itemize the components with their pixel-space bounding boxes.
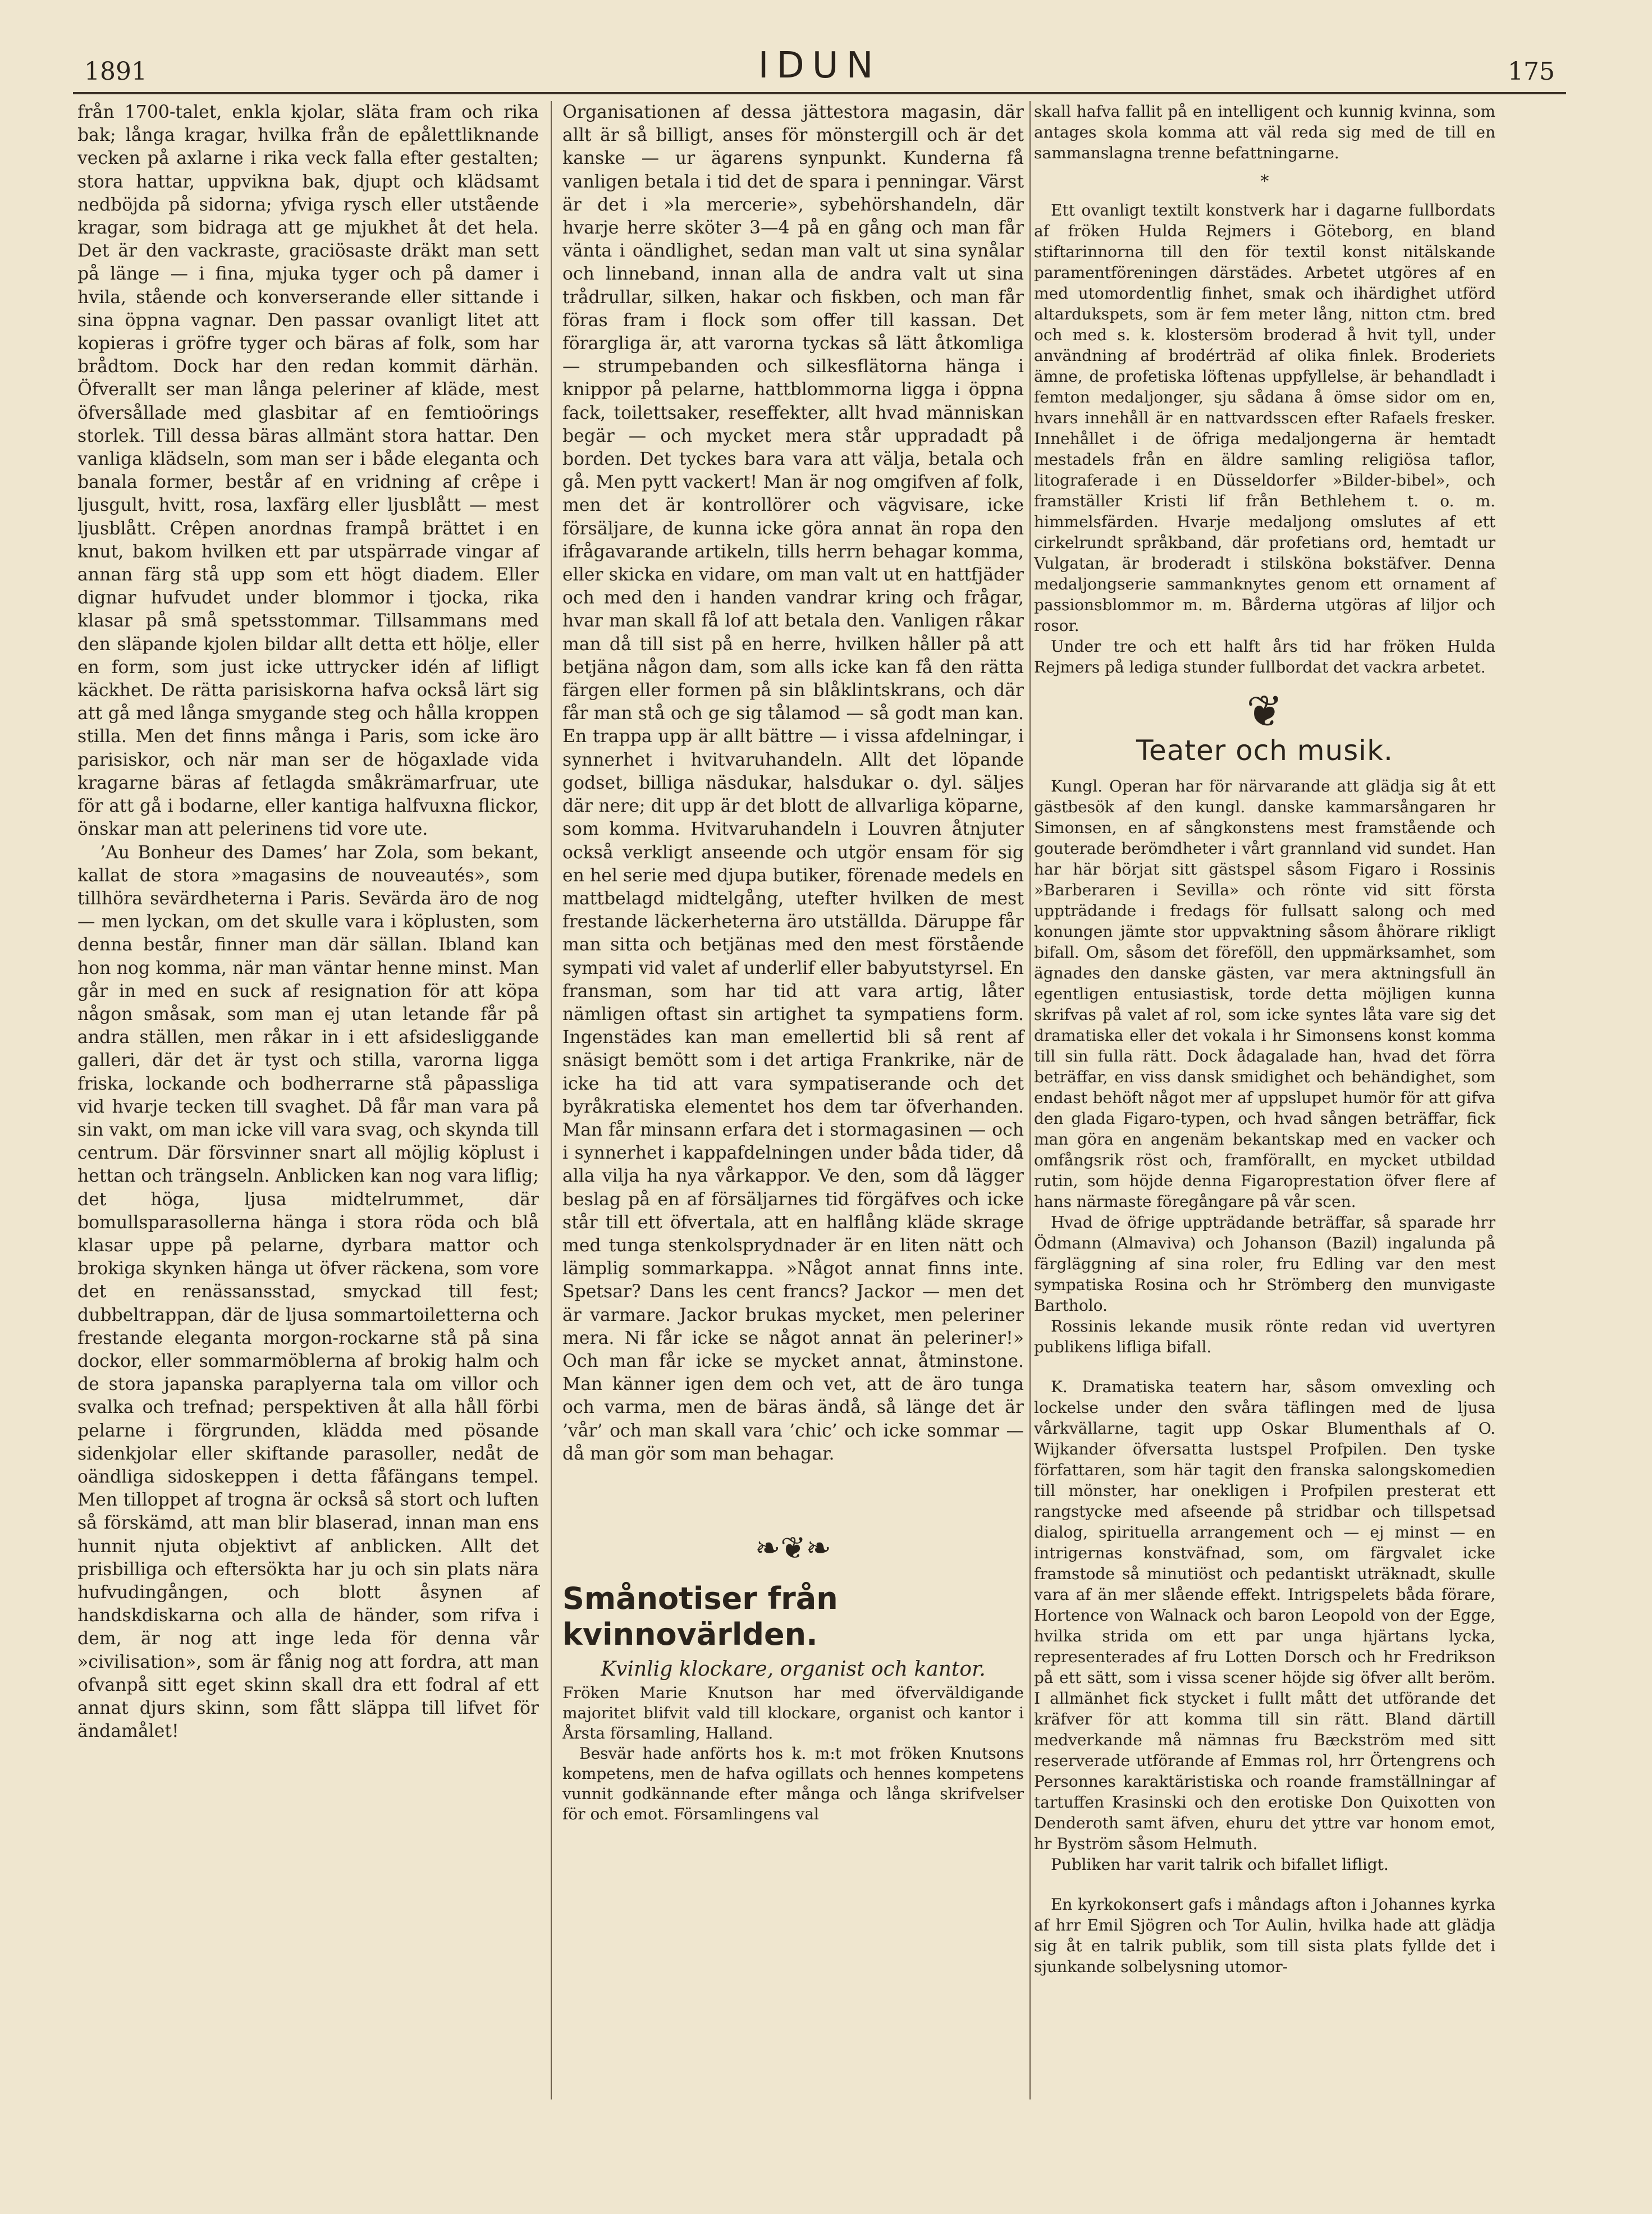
paragraph: Fröken Marie Knutson har med öfverväldigande majoritet blifvit vald till klockare, organist och kantor i Årsta församling, Halland.	[562, 1684, 1024, 1742]
paragraph: En kyrkokonsert gafs i måndags afton i Johannes kyrka af hrr Emil Sjögren och Tor Aulin, hvilka hade att glädja sig åt en talrik publik, som till sista plats fyllde det i sjunkande solbelysning utomor-	[1034, 1895, 1495, 1976]
paragraph: skall hafva fallit på en intelligent och kunnig kvinna, som antages skola komma att väl reda sig med de till en sammanslagna trenne befattningarne.	[1034, 102, 1495, 162]
header-year: 1891	[84, 57, 147, 86]
ornament-icon: ❦	[1246, 687, 1283, 737]
paragraph: från 1700-talet, enkla kjolar, släta fram och rika bak; långa kragar, hvilka från de epålettliknande vecken på axlarne i rika veck falla efter gestalten; stora hattar, uppvikna bak, djupt och klädsamt nedböjda på sidorna; yfviga rysch eller utstående kragar, som bidraga att ge mjukhet åt det hela. Det är den vackraste, graciösaste dräkt man sett på länge — i fina, mjuka tyger och på damer i hvila, stående och konverserande eller sittande i sina öppna vagnar. Den passar ovanligt litet att kopieras i gröfre tyger och bäras af folk, som har brådtom. Dock har den redan kommit därhän. Öfverallt ser man långa peleriner af kläde, mest öfversållade med glasbitar af en femtioörings storlek. Till dessa bäras allmänt stora hattar. Den vanliga klädseln, som man ser i både eleganta och banala former, består af en vridning af crêpe i ljusgult, hvitt, rosa, laxfärg eller ljusblått — mest ljusblått. Crêpen anordnas frampå brättet i en knut, bakom hvilken ett par utspärrade vingar af annan färg stå upp som ett högt diadem. Eller dignar hufvudet under blommor i tjocka, rika klasar på små spetsstommar. Tillsammans med den släpande kjolen bildar allt detta ett hölje, eller en form, som just icke uttrycker idén af lifligt käckhet. De rätta parisiskorna hafva också lärt sig att gå med långa smygande steg och hålla kroppen stilla. Men det finns många i Paris, som icke äro parisiskor, och när man ser de högaxlade vida kragarne bäras af fetlagda småkrämarfruar, ute för att gå i bodarne, eller kantiga halfvuxna flickor, önskar man att pelerinens tid vore ute.	[77, 102, 539, 840]
column-divider	[1029, 101, 1031, 2099]
spacer	[1034, 1875, 1495, 1894]
masthead-title: IDUN	[758, 45, 881, 86]
short-notices-section	[562, 1530, 1024, 1824]
section-heading: Smånotiser från kvinnovärlden.	[562, 1581, 838, 1652]
paragraph: Under tre och ett halft års tid har fröken Hulda Rejmers på lediga stunder fullbordat det vackra arbetet.	[1034, 637, 1495, 676]
section-star: *	[1260, 172, 1269, 191]
page-header	[73, 45, 1566, 95]
paragraph: Organisationen af dessa jättestora magasin, där allt är så billigt, anses för mönstergill och är det kanske — ur ägarens synpunkt. Kunderna få vanligen betala i tid det de spara i penningar. Värst är det i »la mercerie», sybehörshandeln, där hvarje herre sköter 3—4 på en gång och man får vänta i oändlighet, sedan man valt ut sina synålar och linneband, innan alla de andra valt ut sina trådrullar, silken, hakar och fiskben, och man får föras fram i flock som offer till kassan. Det förargliga är, att varorna tyckas så lätt åtkomliga — strumpebanden och silkesflätorna hänga i knippor på pelarne, hattblommorna ligga i öppna fack, toilettsaker, reseffekter, allt hvad människan begär — och mycket mera står uppradadt på borden. Det tyckes bara vara att välja, betala och gå. Men pytt vackert! Man är nog omgifven af folk, men det är kontrollörer och vägvisare, icke försäljare, de kunna icke göra annat än ropa den ifrågavarande artikeln, tills herrn behagar komma, eller skicka en vidare, om man valt ut en hattfjäder och med den i handen vandrar kring och frågar, hvar man skall få lof att betala den. Vanligen råkar man då till sist på en herre, hvilken håller på att betjäna någon dam, som alls icke kan få den rätta färgen eller formen på sin blåklintskrans, och där får man stå och ge sig tålamod — så godt man kan. En trappa upp är allt bättre — i vissa afdelningar, i synnerhet i hvitvaruhandeln. Allt det löpande godset, billiga näsdukar, halsdukar o. dyl. säljes där nere; dit upp är det blott de allvarliga köparne, som komma. Hvitvaruhandeln i Louvren åtnjuter också verkligt anseende och utgör ensam för sig en hel serie med djupa butiker, förenade medels en mattbelagd midtelgång, utefter hvilken de mest frestande läckerheterna äro utställda. Däruppe får man sitta och betjänas med den mest förstående sympati vid valet af underlif eller babyutstyrsel. En fransman, som har tid att vara artig, låter nämligen oftast sin artighet ta sympatiens form. Ingenstädes kan man emellertid bli så rent af snäsigt bemött som i det artiga Frankrike, när de icke ha tid att vara sympatiserande och det byråkratiska elementet hos dem tar öfverhanden. Man får minsann erfara det i stormagasinen — och i synnerhet i kappafdelningen under båda tider, då alla vilja ha nya vårkappor. Ve den, som då lägger beslag på en af försäljarnes tid förgäfves och icke står till ett öfvertala, att en halflång kläde skrage med tunga stenkolsprydnader är en liten nätt och lämplig sommarkappa. »Något annat finns inte. Spetsar? Dans les cent francs? Jackor — men det är varmare. Jackor brukas mycket, men peleriner mera. Ni får icke se något annat än peleriner!» Och man får icke se mycket annat, åtminstone. Man känner igen dem och vet, att de äro tunga och varma, men de bäras ändå, så länge det är ’vår’ och man skall vara ’chic’ och icke sommar — då man gör som man behagar.	[562, 102, 1024, 1464]
column-3	[1034, 101, 1495, 1977]
section-heading: Teater och musik.	[1136, 734, 1394, 767]
paragraph: Rossinis lekande musik rönte redan vid uvertyren publikens lifliga bifall.	[1034, 1317, 1495, 1356]
spacer	[1034, 1357, 1495, 1376]
paragraph: ’Au Bonheur des Dames’ har Zola, som bekant, kallat de stora »magasins de nouveautés», som tillhöra sevärdheterna i Paris. Sevärda äro de nog — men lyckan, om det skulle vara i köplusten, som denna består, finner man där sällan. Ibland kan hon nog komma, när man väntar henne minst. Man går in med en suck af resignation för att köpa någon småsak, som man ej utan letande får på andra ställen, men råkar in i ett afsidesliggande galleri, där det är tyst och stilla, varorna ligga friska, lockande och bodherrarne stå påpassliga vid hvarje tecken till svaghet. Då får man vara på sin vakt, om man icke vill vara svag, och skynda till centrum. Där försvinner snart all möjlig köplust i hettan och trängseln. Anblicken kan nog vara liflig; det höga, ljusa midtelrummet, där bomullsparasollerna hänga i stora röda och blå klasar uppe på pelarne, dyrbara mattor och brokiga skynken hänga ut öfver räckena, som vore det en renässansstad, smyckad till fest; dubbeltrappan, där de ljusa sommartoiletterna och frestande eleganta morgon-rockarne stå på sina dockor, eller sommarmöblerna af brokig halm och de stora japanska paraplyerna tala om villor och svalka och trefnad; perspektiven åt alla håll förbi pelarne i förgrunden, klädda med pösande sidenkjolar eller skiftande parasoller, nedåt de oändliga sidoskeppen i detta fåfängans tempel. Men tilloppet af trogna är också så stort och luften så förskämd, att man blir blaserad, innan man ens hunnit njuta objektivt af anblicken. Allt det prisbilliga och eftersökta har ju och sin plats nära hufvudingången, och blott åsynen af handskdiskarna och alla de händer, som rifva i dem, är nog att inge leda för denna vår »civilisation», som är fånig nog att fordra, att man ofvanpå sitt eget skinn skall dra ett fodral af ett annat djurs skinn, som fått släppa till lifvet för ändamålet!	[77, 842, 539, 1742]
paragraph: Ett ovanligt textilt konstverk har i dagarne fullbordats af fröken Hulda Rejmers i Göteborg, en bland stiftarinnorna till den för textil konst nitälskande paramentföreningen därstädes. Arbetet utgöres af en med utomordentlig finhet, smak och ihärdighet utförd altardukspets, som är fem meter lång, nitton ctm. bred och med s. k. klostersöm broderad å hvit tyll, under användning af brodérträd af olika finlek. Broderiets ämne, de profetiska löftenas uppfyllelse, är behandladt i femton medaljonger, sju sådana å ömse sidor om en, hvars innehåll är en nattvardsscen efter Rafaels fresker. Innehållet i de öfriga medaljongerna är hemtadt mestadels från en äldre samling religiösa taflor, litograferade i en Düsseldorfer »Bilder-bibel», och framställer Kristi lif från Bethlehem t. o. m. himmelsfärden. Hvarje medaljong omslutes af ett cirkelrundt språkband, där profetians ord, hemtadt ur Vulgatan, är broderadt i stilsköna bokstäfver. Denna medaljongserie sammanknytes genom ett ornament af passionsblommor m. m. Bårderna utgöras af liljor och rosor.	[1034, 201, 1495, 635]
page-number: 175	[1508, 57, 1555, 86]
column-2	[562, 101, 1024, 1466]
flourish-ornament: ❧❦❧	[755, 1530, 831, 1566]
paragraph: Hvad de öfrige uppträdande beträffar, så sparade hrr Ödmann (Almaviva) och Johanson (Bazil) ingalunda på färgläggning af sina roler, fru Edling var den mest sympatiska Rosina och hr Strömberg den munvigaste Bartholo.	[1034, 1213, 1495, 1315]
notice-title: Kvinlig klockare, organist och kantor.	[601, 1658, 986, 1681]
column-1	[77, 101, 539, 1743]
paragraph: Kungl. Operan har för närvarande att glädja sig åt ett gästbesök af den kungl. danske kammarsångaren hr Simonsen, en af sångkonstens mest framstående och gouterade berömdheter i vårt grannland vid sundet. Han har här börjat sitt gästspel såsom Figaro i Rossinis »Barberaren i Sevilla» och rönte vid sitt första uppträdande i fredags för fullsatt salong och med konungen jämte stor uppvaktning såsom åhörare rikligt bifall. Om, såsom det föreföll, den uppmärksamhet, som ägnades den danske gästen, var mera aktningsfull än egentligen entusiastisk, torde detta möjligen kunna skrifvas på valet af rol, som icke syntes låta vare sig det dramatiska eller det vokala i hr Simonsens konst komma till sin fulla rätt. Dock ådagalade han, hvad det förra beträffar, en viss dansk smidighet och behändighet, som endast behöft något mer af uppslupet humör för att gifva den glada Figaro-typen, och hvad sången beträffar, fick man göra en angenäm bekantskap med en vacker och omfångsrik röst och, framförallt, en mycket utbildad rutin, som höjde denna Figaroprestation öfver flere af hans närmaste föregångare på vår scen.	[1034, 777, 1495, 1211]
column-divider	[551, 101, 552, 2099]
header-rule	[73, 92, 1566, 94]
paragraph: Besvär hade anförts hos k. m:t mot fröken Knutsons kompetens, men de hafva ogillats och hennes kompetens vunnit godkännande efter många och långa skrifvelser för och emot. Församlingens val	[562, 1744, 1024, 1823]
paragraph: K. Dramatiska teatern har, såsom omvexling och lockelse under den svåra täflingen med de ljusa vårkvällarne, tagit upp Oskar Blumenthals af O. Wijkander öfversatta lustspel Profpilen. Den tyske författaren, som här tagit den franska salongskomedien till mönster, har onekligen i Profpilen presterat ett rangstycke med afseende på stridbar och tillspetsad dialog, spirituella arrangement och — ej minst — en intrigernas konstväfnad, som, om färgvalet icke framstode så minutiöst och pedantiskt uträknadt, skulle vara af än mer slående effekt. Intrigspelets båda förare, Hortence von Walnack och baron Leopold von der Egge, hvilka strida om ett par unga hjärtans lycka, representerades af fru Lotten Dorsch och hr Fredrikson på ett sätt, som i vissa scener höjde sig öfver allt beröm. I allmänhet fick stycket i fullt mått det utförande det kräfver för att komma till sin rätt. Bland därtill medverkande må nämnas fru Bæckström med sitt reserverade utförande af Emmas rol, hrr Örtengrens och Personnes karaktäristiska och roande framställningar af tartuffen Krasinski och den erotiske Don Quixotten von Denderoth samt äfven, ehuru det yttre var honom emot, hr Byström såsom Helmuth.	[1034, 1378, 1495, 1853]
paragraph: Publiken har varit talrik och bifallet lifligt.	[1051, 1855, 1389, 1874]
